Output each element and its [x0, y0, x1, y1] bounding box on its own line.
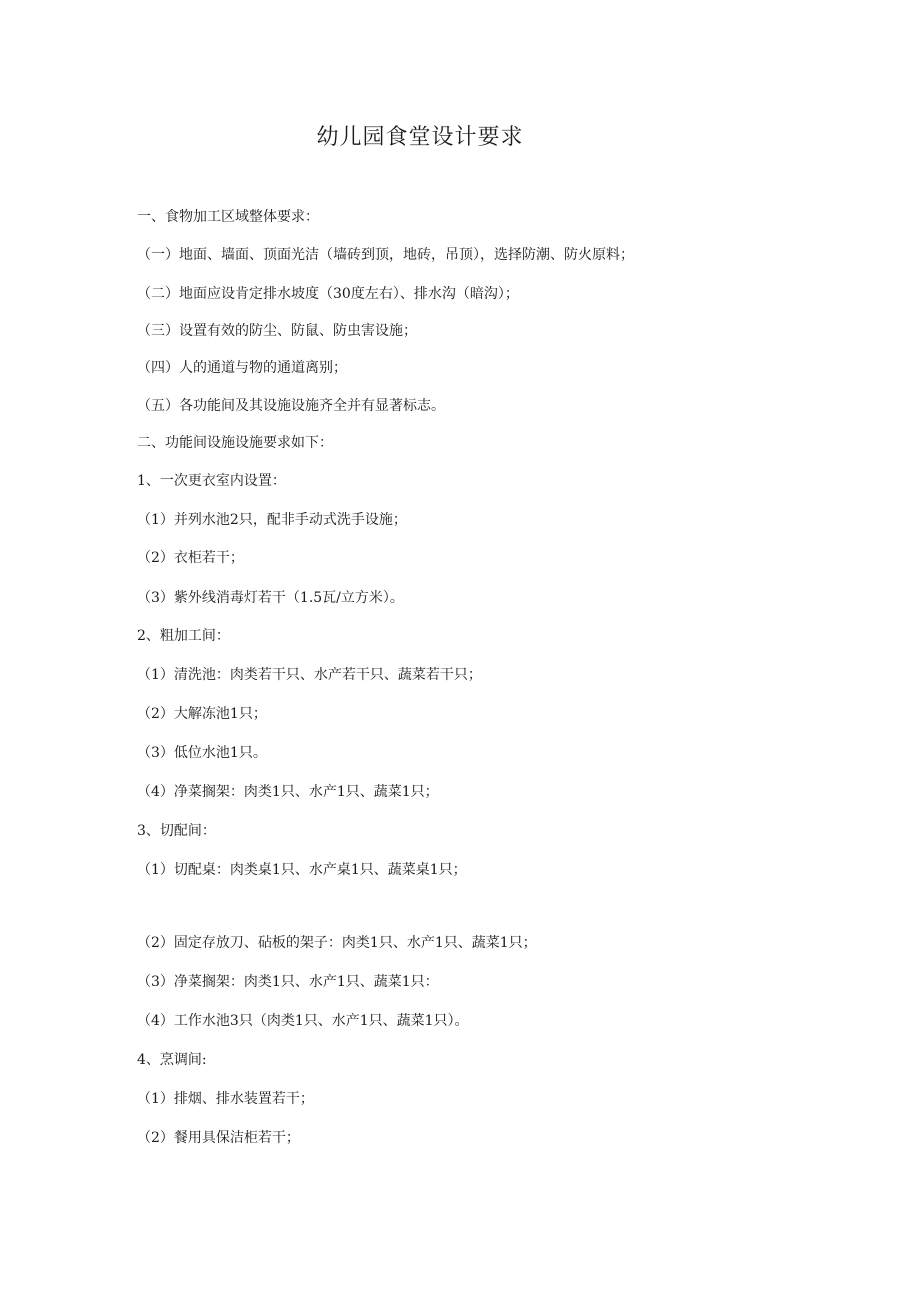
- paragraph-line: （三）设置有效的防尘、防鼠、防虫害设施；: [137, 323, 417, 339]
- list-item: （2）固定存放刀、砧板的架子：肉类1只、水产1只、蔬菜1只；: [137, 935, 537, 951]
- list-item: （2）衣柜若干；: [137, 550, 244, 566]
- list-item: （3）低位水池1只。: [137, 745, 267, 761]
- list-item: （4）工作水池3只（肉类1只、水产1只、蔬菜1只）。: [137, 1013, 469, 1029]
- list-item: （3）净菜搁架：肉类1只、水产1只、蔬菜1只：: [137, 974, 439, 990]
- list-item: （3）紫外线消毒灯若干（1.5瓦/立方米）。: [137, 590, 404, 606]
- list-item: （4）净菜搁架：肉类1只、水产1只、蔬菜1只；: [137, 784, 439, 800]
- list-item: （2）餐用具保洁柜若干；: [137, 1130, 300, 1146]
- paragraph-line: （四）人的通道与物的通道离别；: [137, 360, 347, 376]
- list-item: （2）大解冻池1只；: [137, 706, 267, 722]
- section-heading: 二、功能间设施设施要求如下：: [137, 435, 333, 451]
- subsection-heading: 2、粗加工间：: [137, 628, 230, 644]
- paragraph-line: （五）各功能间及其设施设施齐全并有显著标志。: [137, 398, 445, 414]
- subsection-heading: 4、烹调间:: [137, 1052, 207, 1068]
- section-heading: 一、食物加工区域整体要求：: [137, 209, 319, 225]
- list-item: （1）排烟、排水装置若干；: [137, 1091, 314, 1107]
- subsection-heading: 3、切配间：: [137, 823, 216, 839]
- list-item: （1）清洗池：肉类若干只、水产若干只、蔬菜若干只；: [137, 667, 482, 683]
- list-item: （1）切配桌：肉类桌1只、水产桌1只、蔬菜桌1只；: [137, 862, 467, 878]
- document-title: 幼儿园食堂设计要求: [316, 125, 524, 150]
- paragraph-line: （一）地面、墙面、顶面光洁（墙砖到顶，地砖，吊顶），选择防潮、防火原料；: [137, 247, 634, 263]
- list-item: （1）并列水池2只，配非手动式洗手设施；: [137, 512, 407, 528]
- paragraph-line: （二）地面应设肯定排水坡度（30度左右）、排水沟（暗沟）；: [137, 286, 519, 302]
- subsection-heading: 1、一次更衣室内设置：: [137, 473, 286, 489]
